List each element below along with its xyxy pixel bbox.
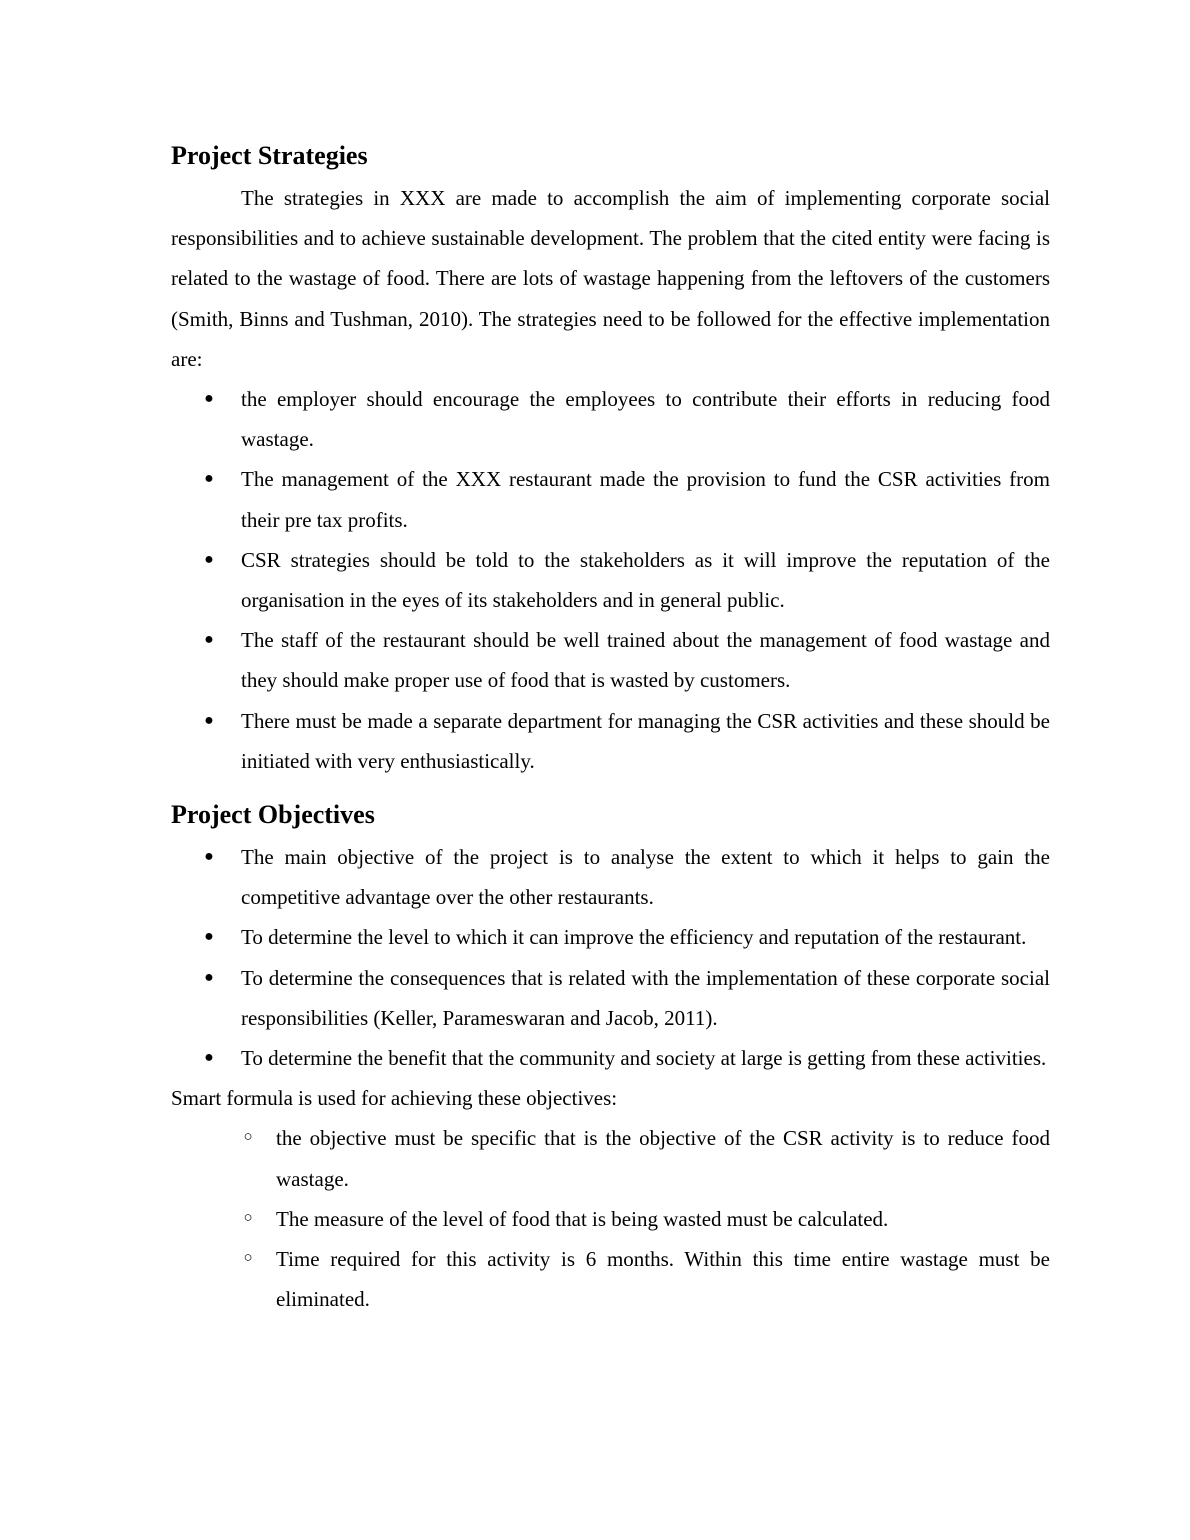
list-item: [171, 379, 1050, 459]
list-item: [171, 837, 1050, 917]
list-item: [171, 620, 1050, 700]
objectives-list: [171, 837, 1050, 1078]
list-item: [171, 1038, 1050, 1078]
hollow-bullet-icon: ○: [243, 1250, 253, 1267]
list-item-text: The staff of the restaurant should be well trained about the management of food wastage and they should make proper use of food that is wasted by customers.: [241, 628, 1050, 693]
list-item-text: To determine the level to which it can improve the efficiency and reputation of the restaurant.: [241, 925, 1027, 950]
bullet-icon: ●: [204, 1049, 214, 1067]
strategies-heading: Project Strategies: [171, 141, 368, 170]
list-item: [171, 958, 1050, 1038]
list-item-text: Time required for this activity is 6 months. Within this time entire wastage must be eliminated.: [276, 1247, 1050, 1312]
list-item: [171, 917, 1050, 957]
bullet-icon: ●: [204, 848, 214, 866]
objectives-heading: Project Objectives: [171, 800, 375, 830]
smart-intro: Smart formula is used for achieving these objectives:: [171, 1086, 618, 1111]
list-item-text: the employer should encourage the employees to contribute their efforts in reducing food wastage.: [241, 387, 1050, 452]
list-item: [171, 540, 1050, 620]
bullet-icon: ●: [204, 550, 214, 568]
list-item: [171, 1118, 1050, 1198]
bullet-icon: ●: [204, 928, 214, 946]
strategies-paragraph: The strategies in XXX are made to accomplish the aim of implementing corporate social responsibilities and to achieve sustainable development. The problem that the cited entity were facing is related to the wastage of food. There are lots of wastage happening from the leftovers of the customers (Smith, Binns and Tushman, 2010). The strategies need to be followed for the effective implementation are:: [171, 186, 1050, 371]
list-item-text: The management of the XXX restaurant made the provision to fund the CSR activities from their pre tax profits.: [241, 467, 1050, 532]
list-item: [171, 459, 1050, 539]
list-item-text: To determine the benefit that the community and society at large is getting from these activities.: [241, 1046, 1047, 1071]
hollow-bullet-icon: ○: [243, 1129, 253, 1146]
bullet-icon: ●: [204, 631, 214, 649]
bullet-icon: ●: [204, 711, 214, 729]
bullet-icon: ●: [204, 470, 214, 488]
list-item-text: the objective must be specific that is the objective of the CSR activity is to reduce food wastage.: [276, 1126, 1050, 1191]
list-item-text: The main objective of the project is to analyse the extent to which it helps to gain the competitive advantage over the other restaurants.: [241, 845, 1050, 910]
bullet-icon: ●: [204, 390, 214, 408]
list-item-text: To determine the consequences that is related with the implementation of these corporate social responsibilities (Keller, Parameswaran and Jacob, 2011).: [241, 965, 1050, 1030]
list-item-text: The measure of the level of food that is being wasted must be calculated.: [276, 1206, 889, 1231]
list-item: [171, 701, 1050, 781]
list-item: [171, 1199, 1050, 1239]
list-item-text: CSR strategies should be told to the stakeholders as it will improve the reputation of the organisation in the eyes of its stakeholders and in general public.: [241, 547, 1050, 613]
list-item-text: There must be made a separate department for managing the CSR activities and these should be initiated with very enthusiastically.: [241, 708, 1050, 773]
bullet-icon: ●: [204, 968, 214, 986]
hollow-bullet-icon: ○: [243, 1209, 253, 1226]
document-page: [171, 138, 1050, 1319]
list-item: [171, 1239, 1050, 1319]
smart-list: [171, 1118, 1050, 1319]
strategies-list: [171, 379, 1050, 781]
